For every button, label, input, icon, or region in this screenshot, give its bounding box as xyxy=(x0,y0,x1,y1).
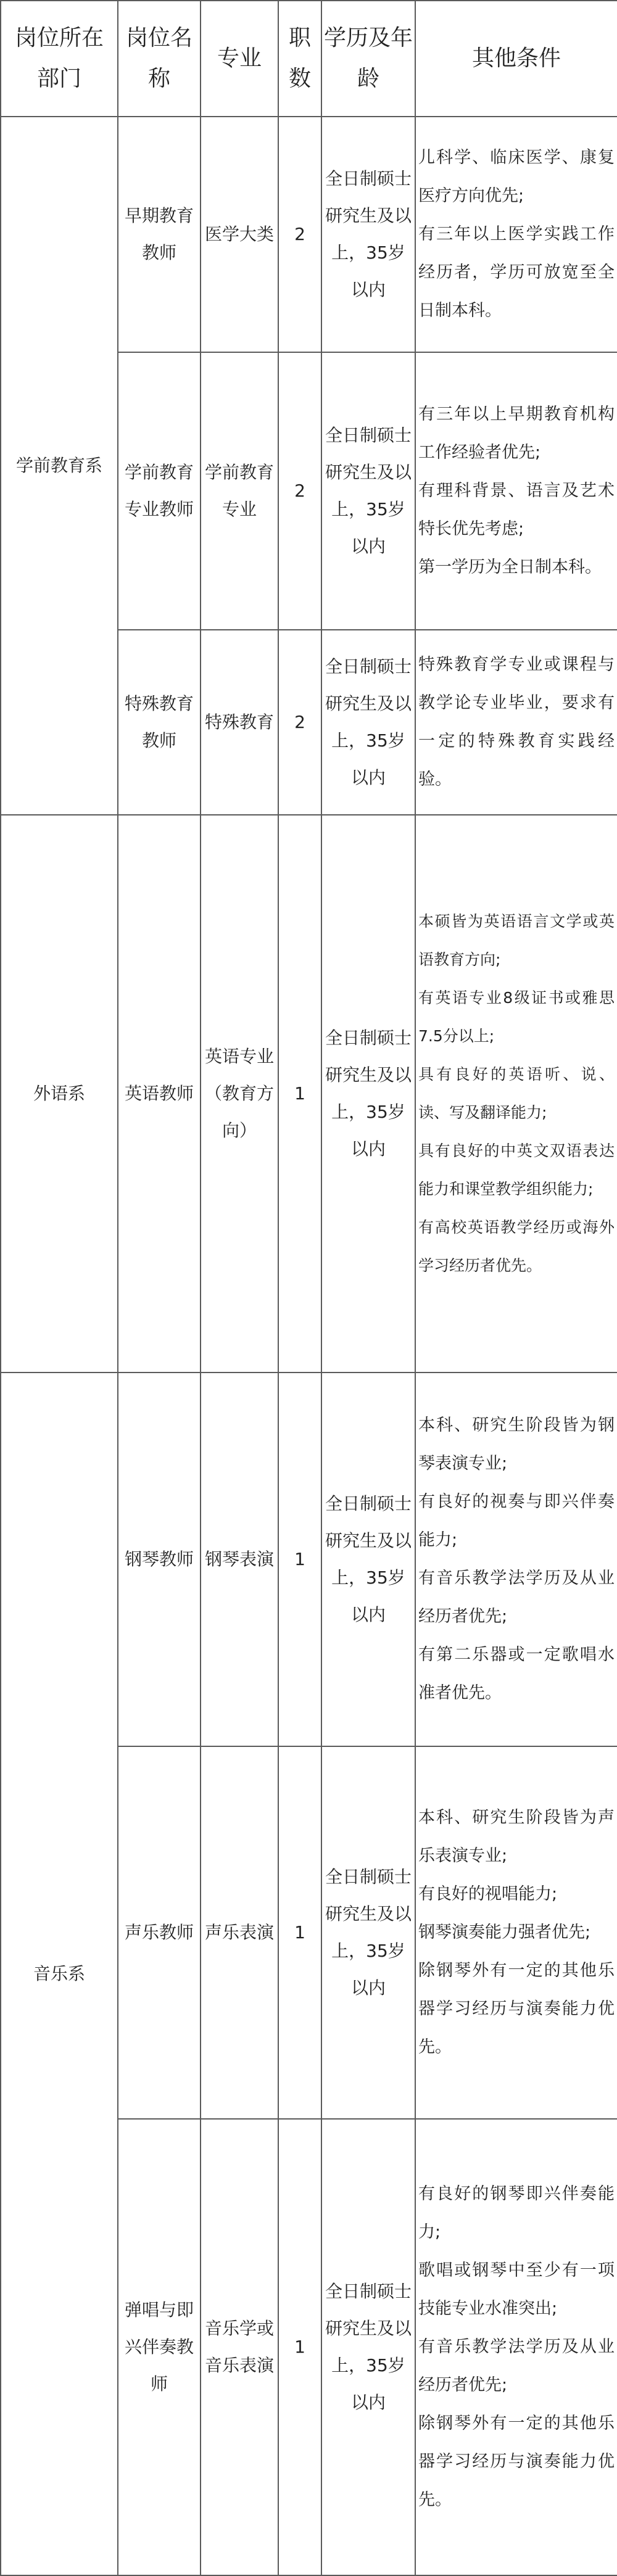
education-cell: 全日制硕士 研究生及以 上，35岁 以内 xyxy=(321,2119,415,2575)
header-department: 岗位所在 部门 xyxy=(1,1,118,117)
major-cell: 音乐学或 音乐表演 xyxy=(201,2119,278,2575)
post-cell: 学前教育 专业教师 xyxy=(118,352,201,630)
count-cell: 1 xyxy=(278,1373,321,1746)
major-cell: 英语专业 （教育方 向） xyxy=(201,815,278,1373)
other-requirements-cell: 本硕皆为英语语言文学或英语教育方向; 有英语专业8级证书或雅思7.5分以上; 具有良好的英语听、说、读、写及翻译能力; 具有良好的中英文双语表达能力和课堂教学组织能力; 有高校英语教学经历或海外学习经历者优先。 xyxy=(415,815,617,1373)
department-cell: 学前教育系 xyxy=(1,117,118,815)
department-cell: 外语系 xyxy=(1,815,118,1373)
table-row xyxy=(1,1373,617,1746)
education-cell: 全日制硕士 研究生及以 上，35岁 以内 xyxy=(321,1373,415,1746)
count-cell: 2 xyxy=(278,117,321,352)
major-cell: 学前教育 专业 xyxy=(201,352,278,630)
other-requirements-cell: 本科、研究生阶段皆为声乐表演专业; 有良好的视唱能力; 钢琴演奏能力强者优先; 除钢琴外有一定的其他乐器学习经历与演奏能力优先。 xyxy=(415,1746,617,2119)
education-cell: 全日制硕士 研究生及以 上，35岁 以内 xyxy=(321,1746,415,2119)
major-cell: 医学大类 xyxy=(201,117,278,352)
education-cell: 全日制硕士 研究生及以 上，35岁 以内 xyxy=(321,352,415,630)
table-row xyxy=(1,117,617,352)
other-requirements-cell: 特殊教育学专业或课程与教学论专业毕业，要求有一定的特殊教育实践经验。 xyxy=(415,630,617,815)
major-cell: 声乐表演 xyxy=(201,1746,278,2119)
education-cell: 全日制硕士 研究生及以 上，35岁 以内 xyxy=(321,117,415,352)
table-row xyxy=(1,815,617,1373)
count-cell: 1 xyxy=(278,2119,321,2575)
count-cell: 1 xyxy=(278,1746,321,2119)
education-cell: 全日制硕士 研究生及以 上，35岁 以内 xyxy=(321,630,415,815)
post-cell: 钢琴教师 xyxy=(118,1373,201,1746)
header-education-age: 学历及年 龄 xyxy=(321,1,415,117)
major-cell: 特殊教育 xyxy=(201,630,278,815)
post-cell: 早期教育 教师 xyxy=(118,117,201,352)
count-cell: 2 xyxy=(278,352,321,630)
other-requirements-cell: 本科、研究生阶段皆为钢琴表演专业; 有良好的视奏与即兴伴奏能力; 有音乐教学法学历及从业经历者优先; 有第二乐器或一定歌唱水准者优先。 xyxy=(415,1373,617,1746)
header-other-requirements: 其他条件 xyxy=(415,1,617,117)
post-cell: 特殊教育 教师 xyxy=(118,630,201,815)
other-requirements-cell: 有良好的钢琴即兴伴奏能力; 歌唱或钢琴中至少有一项技能专业水准突出; 有音乐教学法学历及从业经历者优先; 除钢琴外有一定的其他乐器学习经历与演奏能力优先。 xyxy=(415,2119,617,2575)
count-cell: 1 xyxy=(278,815,321,1373)
department-cell: 音乐系 xyxy=(1,1373,118,2575)
post-cell: 声乐教师 xyxy=(118,1746,201,2119)
major-cell: 钢琴表演 xyxy=(201,1373,278,1746)
header-major: 专业 xyxy=(201,1,278,117)
header-row xyxy=(1,1,617,117)
count-cell: 2 xyxy=(278,630,321,815)
education-cell: 全日制硕士 研究生及以 上，35岁 以内 xyxy=(321,815,415,1373)
other-requirements-cell: 儿科学、临床医学、康复医疗方向优先; 有三年以上医学实践工作经历者，学历可放宽至全日制本科。 xyxy=(415,117,617,352)
post-cell: 英语教师 xyxy=(118,815,201,1373)
other-requirements-cell: 有三年以上早期教育机构工作经验者优先; 有理科背景、语言及艺术特长优先考虑; 第一学历为全日制本科。 xyxy=(415,352,617,630)
header-count: 职数 xyxy=(278,1,321,117)
post-cell: 弹唱与即 兴伴奏教 师 xyxy=(118,2119,201,2575)
header-post: 岗位名 称 xyxy=(118,1,201,117)
